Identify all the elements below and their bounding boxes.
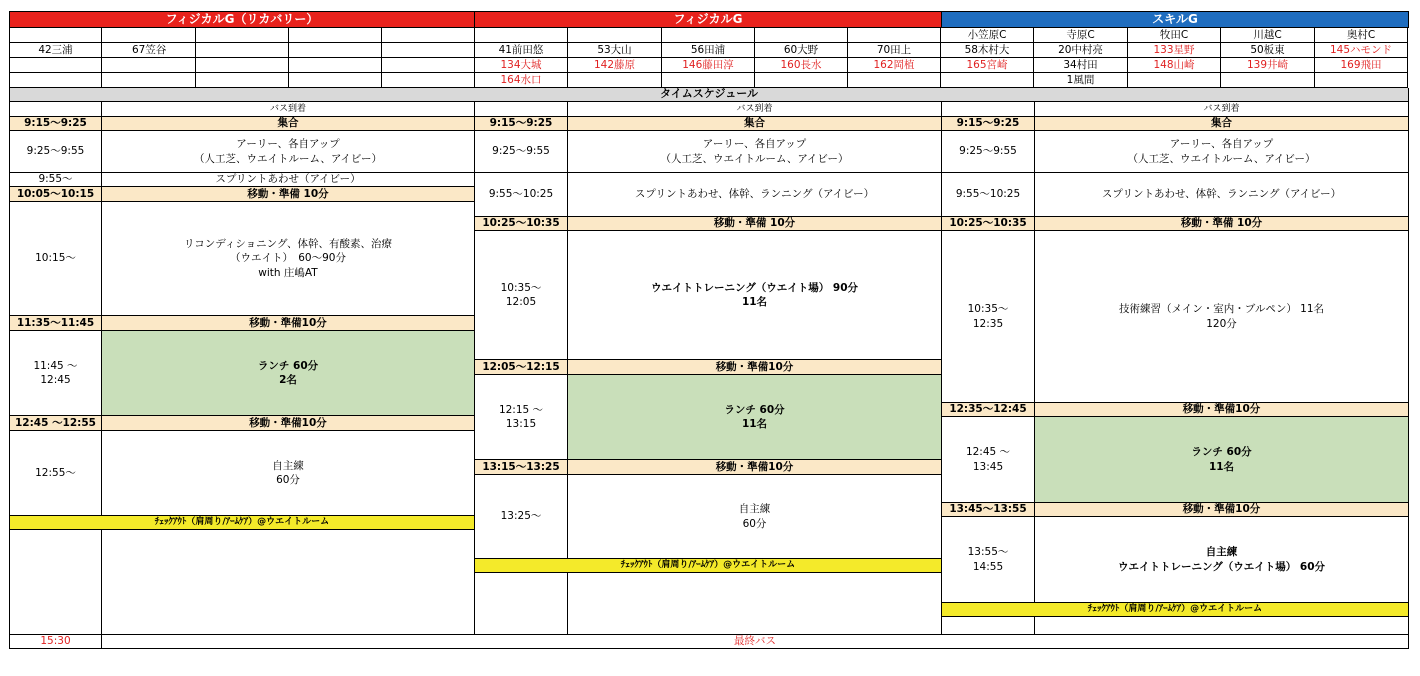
activity-line: 自主練 (1205, 546, 1238, 559)
time-cell: 9:55～ (9, 173, 102, 187)
coach-row (9, 28, 1409, 43)
activity-line: 120分 (1206, 317, 1237, 330)
schedule-title: タイムスケジュール (9, 88, 1409, 102)
empty-cell (102, 73, 196, 88)
time-cell (475, 231, 568, 360)
lunch-cell (1035, 417, 1409, 503)
time-cell: 9:25～9:55 (475, 131, 568, 173)
roster-row-3 (9, 73, 1409, 88)
activity-line: 60分 (276, 474, 300, 486)
player-cell: 56田浦 (662, 43, 755, 58)
player-cell (196, 43, 289, 58)
player-cell: 134大城 (475, 58, 568, 73)
activity-cell (102, 431, 475, 516)
time-cell (942, 417, 1035, 503)
time-cell: 9:25～9:55 (9, 131, 102, 173)
activity-line: （人工芝、ウエイトルーム、アイビー） (194, 152, 382, 165)
coach-name: 奥村C (1315, 28, 1408, 43)
player-cell: 34村田 (1034, 58, 1128, 73)
player-cell: 133星野 (1128, 43, 1221, 58)
empty-cell (942, 617, 1035, 635)
bus-arrival-row (9, 102, 1409, 117)
time-line: 12:35 (972, 317, 1004, 330)
empty-cell (1035, 617, 1409, 635)
player-cell: 70田上 (848, 43, 941, 58)
activity-line: （人工芝、ウエイトルーム、アイビー） (1127, 152, 1316, 165)
activity-line: （人工芝、ウエイトルーム、アイビー） (660, 152, 849, 165)
time-cell: 10:25～10:35 (942, 217, 1035, 231)
empty-cell (382, 73, 475, 88)
time-cell: 10:05～10:15 (9, 187, 102, 202)
empty-cell (102, 58, 196, 73)
activity-cell: スプリントあわせ、体幹、ランニング（アイビー） (568, 173, 942, 217)
time-cell (9, 331, 102, 416)
activity-cell (1035, 131, 1409, 173)
activity-line: with 庄嶋AT (258, 266, 318, 279)
time-cell: 13:15～13:25 (475, 460, 568, 475)
empty-cell (9, 28, 102, 43)
activity-line: ウエイトトレーニング（ウエイト場） 60分 (1117, 560, 1326, 573)
player-cell: 148山崎 (1128, 58, 1221, 73)
empty-cell (1315, 73, 1408, 88)
player-cell: 50板東 (1221, 43, 1315, 58)
empty-cell (102, 28, 196, 43)
time-cell: 10:15～ (9, 202, 102, 316)
move-cell: 移動・準備 10分 (568, 217, 942, 231)
empty-cell (475, 28, 568, 43)
move-cell: 移動・準備10分 (102, 316, 475, 331)
empty-cell (9, 73, 102, 88)
empty-cell (662, 28, 755, 43)
move-cell: 移動・準備10分 (1035, 503, 1409, 517)
lunch-line: ランチ 60分 (724, 403, 785, 416)
activity-cell (568, 231, 942, 360)
header-skill: スキルG (942, 11, 1409, 28)
lunch-line: ランチ 60分 (257, 359, 319, 372)
time-cell: 12:05～12:15 (475, 360, 568, 375)
time-cell (475, 375, 568, 460)
activity-cell: スプリントあわせ、体幹、ランニング（アイビー） (1035, 173, 1409, 217)
activity-cell (102, 131, 475, 173)
schedule-body (9, 117, 1409, 635)
activity-line: 技術練習（メイン・室内・ブルペン） 11名 (1118, 303, 1325, 316)
empty-cell (848, 73, 941, 88)
schedule-sheet (9, 11, 1409, 649)
coach-name: 牧田C (1128, 28, 1221, 43)
player-cell: 1風間 (1034, 73, 1128, 88)
empty-cell (9, 530, 102, 635)
checkout-cell: ﾁｪｯｸｱｳﾄ（肩周り/ｱｰﾑｹｱ）@ウエイトルーム (475, 559, 942, 573)
roster-row-2 (9, 58, 1409, 73)
activity-line: 11名 (741, 296, 768, 308)
player-cell: 165宮崎 (941, 58, 1034, 73)
empty-cell (568, 573, 942, 635)
time-line: 12:05 (505, 296, 537, 308)
physical-schedule (475, 117, 942, 635)
lunch-cell (568, 375, 942, 460)
empty-cell (568, 73, 662, 88)
player-cell: 20中村亮 (1034, 43, 1128, 58)
player-cell: 67笠谷 (102, 43, 196, 58)
gather-cell: 集合 (1035, 117, 1409, 131)
empty-cell (9, 102, 102, 117)
time-line: 13:45 (972, 460, 1004, 473)
gather-cell: 集合 (568, 117, 942, 131)
time-line: 12:45 (40, 374, 71, 386)
empty-cell (9, 58, 102, 73)
move-cell: 移動・準備10分 (102, 416, 475, 431)
player-cell: 42三浦 (9, 43, 102, 58)
final-bus-row (9, 635, 1409, 649)
activity-cell (102, 202, 475, 316)
lunch-line: ランチ 60分 (1191, 446, 1252, 459)
time-line: 12:15 ～ (498, 403, 544, 416)
time-cell: 9:25～9:55 (942, 131, 1035, 173)
time-cell: 13:25～ (475, 475, 568, 559)
player-cell: 160長水 (755, 58, 848, 73)
lunch-line: 11名 (741, 418, 768, 430)
final-bus-time: 15:30 (9, 635, 102, 649)
time-line: 13:15 (505, 418, 537, 430)
schedule-title-row (9, 88, 1409, 102)
player-cell: 164水口 (475, 73, 568, 88)
player-cell: 145ハモンド (1315, 43, 1408, 58)
time-cell: 12:45 ～12:55 (9, 416, 102, 431)
time-cell: 10:25～10:35 (475, 217, 568, 231)
gather-cell: 集合 (102, 117, 475, 131)
empty-cell (382, 58, 475, 73)
player-cell: 41前田悠 (475, 43, 568, 58)
empty-cell (941, 73, 1034, 88)
time-line: 10:35～ (967, 303, 1009, 316)
activity-line: アーリー、各自アップ (1169, 138, 1274, 151)
checkout-cell: ﾁｪｯｸｱｳﾄ（肩周り/ｱｰﾑｹｱ）@ウエイトルーム (942, 603, 1409, 617)
empty-cell (475, 573, 568, 635)
move-cell: 移動・準備 10分 (102, 187, 475, 202)
time-line: 13:55～ (967, 546, 1009, 559)
activity-line: アーリー、各自アップ (236, 138, 340, 151)
time-cell (942, 231, 1035, 403)
bus-arrival-label: バス到着 (102, 102, 475, 117)
empty-cell (289, 28, 382, 43)
coach-name: 川越C (1221, 28, 1315, 43)
time-line: 14:55 (972, 560, 1004, 573)
activity-cell (568, 475, 942, 559)
activity-line: 自主練 (738, 503, 771, 516)
coach-name: 寺原C (1034, 28, 1128, 43)
empty-cell (196, 28, 289, 43)
move-cell: 移動・準備 10分 (1035, 217, 1409, 231)
activity-line: アーリー、各自アップ (702, 138, 807, 151)
skill-schedule (942, 117, 1409, 635)
lunch-line: 2名 (279, 374, 297, 386)
move-cell: 移動・準備10分 (568, 460, 942, 475)
header-physical: フィジカルG (475, 11, 942, 28)
time-line: 10:35～ (500, 281, 542, 294)
player-cell: 139井崎 (1221, 58, 1315, 73)
move-cell: 移動・準備10分 (1035, 403, 1409, 417)
player-cell (382, 43, 475, 58)
activity-cell (1035, 231, 1409, 403)
final-bus-label: 最終バス (102, 635, 1409, 649)
lunch-line: 11名 (1208, 460, 1235, 473)
time-cell: 13:45～13:55 (942, 503, 1035, 517)
empty-cell (848, 28, 941, 43)
player-cell: 162岡植 (848, 58, 941, 73)
group-header-row (9, 11, 1409, 28)
time-cell: 9:15～9:25 (475, 117, 568, 131)
time-cell: 12:55～ (9, 431, 102, 516)
empty-cell (196, 73, 289, 88)
move-cell: 移動・準備10分 (568, 360, 942, 375)
player-cell: 142藤原 (568, 58, 662, 73)
roster-row-1 (9, 43, 1409, 58)
activity-line: ウエイトトレーニング（ウエイト場） 90分 (650, 281, 859, 294)
time-cell (942, 517, 1035, 603)
empty-cell (755, 73, 848, 88)
empty-cell (568, 28, 662, 43)
empty-cell (755, 28, 848, 43)
time-cell: 9:55～10:25 (475, 173, 568, 217)
empty-cell (102, 530, 475, 635)
time-cell: 9:15～9:25 (942, 117, 1035, 131)
empty-cell (196, 58, 289, 73)
time-cell: 12:35～12:45 (942, 403, 1035, 417)
player-cell: 60大野 (755, 43, 848, 58)
empty-cell (1128, 73, 1221, 88)
bus-arrival-label: バス到着 (568, 102, 942, 117)
activity-line: 60分 (742, 517, 767, 530)
player-cell: 53大山 (568, 43, 662, 58)
empty-cell (475, 102, 568, 117)
empty-cell (289, 58, 382, 73)
activity-cell (1035, 517, 1409, 603)
player-cell: 58木村大 (941, 43, 1034, 58)
empty-cell (289, 73, 382, 88)
recovery-schedule (9, 117, 475, 635)
time-cell: 9:15～9:25 (9, 117, 102, 131)
bus-arrival-label: バス到着 (1035, 102, 1409, 117)
player-cell (289, 43, 382, 58)
time-cell: 11:35～11:45 (9, 316, 102, 331)
header-recovery: フィジカルG（リカバリー） (9, 11, 475, 28)
time-line: 12:45 ～ (965, 446, 1011, 459)
activity-line: リコンディショニング、体幹、有酸素、治療 (183, 238, 393, 251)
player-cell: 169飛田 (1315, 58, 1408, 73)
coach-name: 小笠原C (941, 28, 1034, 43)
activity-line: 自主練 (272, 459, 304, 472)
empty-cell (382, 28, 475, 43)
time-cell: 9:55～10:25 (942, 173, 1035, 217)
player-cell: 146藤田淳 (662, 58, 755, 73)
empty-cell (662, 73, 755, 88)
activity-cell (568, 131, 942, 173)
time-line: 11:45 ～ (33, 359, 78, 372)
lunch-cell (102, 331, 475, 416)
activity-line: （ウエイト） 60～90分 (230, 252, 346, 265)
activity-cell: スプリントあわせ（アイビー） (102, 173, 475, 187)
empty-cell (1221, 73, 1315, 88)
empty-cell (942, 102, 1035, 117)
checkout-cell: ﾁｪｯｸｱｳﾄ（肩周り/ｱｰﾑｹｱ）@ウエイトルーム (9, 516, 475, 530)
